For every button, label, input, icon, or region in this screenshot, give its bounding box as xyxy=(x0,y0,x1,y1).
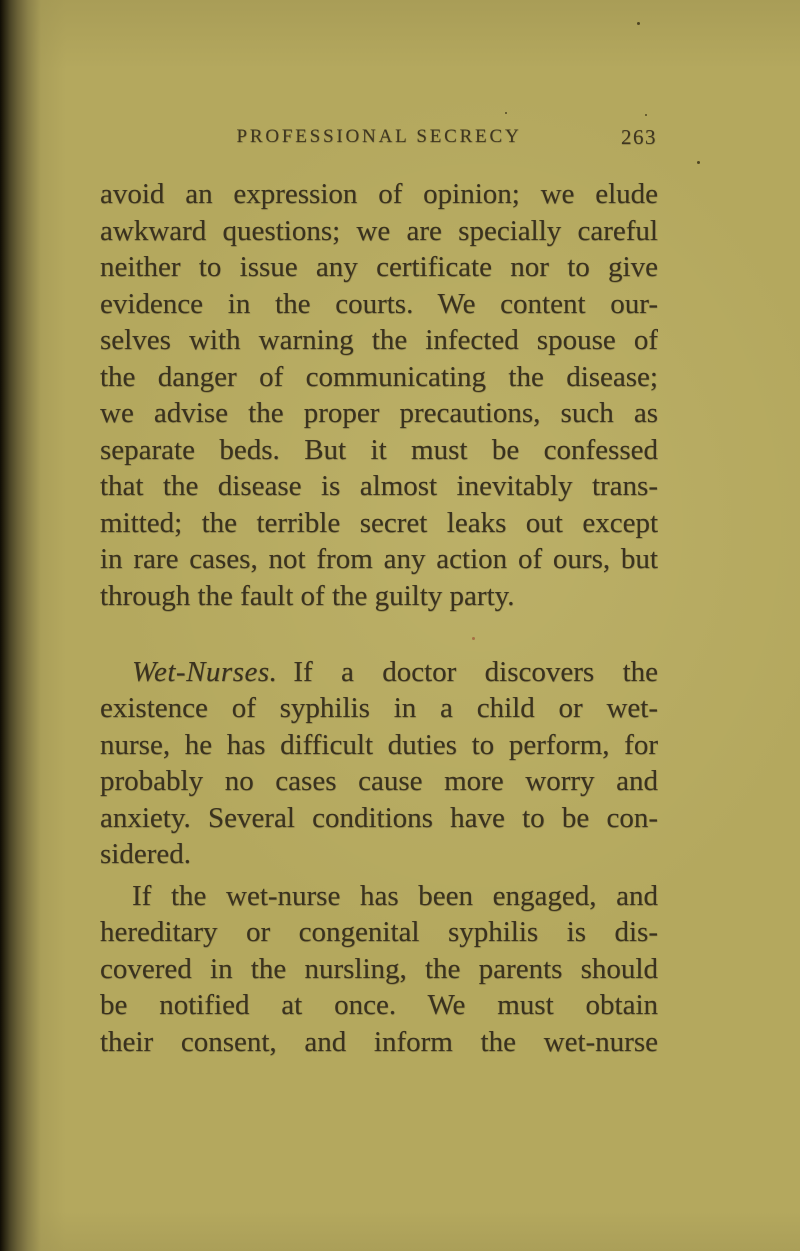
running-title: PROFESSIONAL SECRECY xyxy=(236,126,522,147)
text-line: neither to issue any certificate nor to give xyxy=(100,251,658,283)
text-line: covered in the nursling, the parents should xyxy=(100,952,658,985)
dust-speck xyxy=(472,637,475,640)
text-line: If the wet-nurse has been engaged, and xyxy=(132,879,658,912)
text-line: evidence in the courts. We content our- xyxy=(100,287,658,320)
text-line: separate beds. But it must be confessed xyxy=(100,433,658,466)
text-line: their consent, and inform the wet-nurse xyxy=(100,1025,658,1058)
page-header xyxy=(100,123,658,151)
book-spine-shadow xyxy=(0,0,66,1251)
text-line xyxy=(100,654,658,691)
text-line: we advise the proper precautions, such as xyxy=(100,397,658,429)
text-line: be notified at once. We must obtain xyxy=(100,989,658,1021)
text-line: nurse, he has difficult duties to perform, for xyxy=(100,728,658,761)
text-line: in rare cases, not from any action of ours, but xyxy=(100,543,658,575)
dust-speck xyxy=(645,114,647,116)
paragraph-3 xyxy=(100,878,658,1061)
page-number: 263 xyxy=(621,125,657,149)
text-line: that the disease is almost inevitably trans- xyxy=(100,470,658,502)
dust-speck xyxy=(505,112,507,114)
text-line-rest: If a doctor discovers the xyxy=(293,655,658,688)
dust-speck xyxy=(697,161,700,164)
dust-speck xyxy=(637,22,640,25)
section-lead-italic: Wet-Nurses. xyxy=(132,655,278,688)
text-line: awkward questions; we are specially careful xyxy=(100,214,658,247)
text-line: hereditary or congenital syphilis is dis- xyxy=(100,916,658,948)
paragraph-1 xyxy=(100,176,658,614)
text-line: mitted; the terrible secret leaks out except xyxy=(100,506,658,539)
text-line: through the fault of the guilty party. xyxy=(100,579,515,612)
text-line: anxiety. Several conditions have to be con- xyxy=(100,801,658,834)
text-line: the danger of communicating the disease; xyxy=(100,360,658,393)
text-line: existence of syphilis in a child or wet- xyxy=(100,692,658,724)
text-line: probably no cases cause more worry and xyxy=(100,765,658,797)
text-line: sidered. xyxy=(100,838,191,870)
body-text xyxy=(100,176,658,1060)
text-line: avoid an expression of opinion; we elude xyxy=(100,178,658,210)
text-line: selves with warning the infected spouse of xyxy=(100,324,658,356)
paragraph-2-wet-nurses xyxy=(100,654,658,873)
